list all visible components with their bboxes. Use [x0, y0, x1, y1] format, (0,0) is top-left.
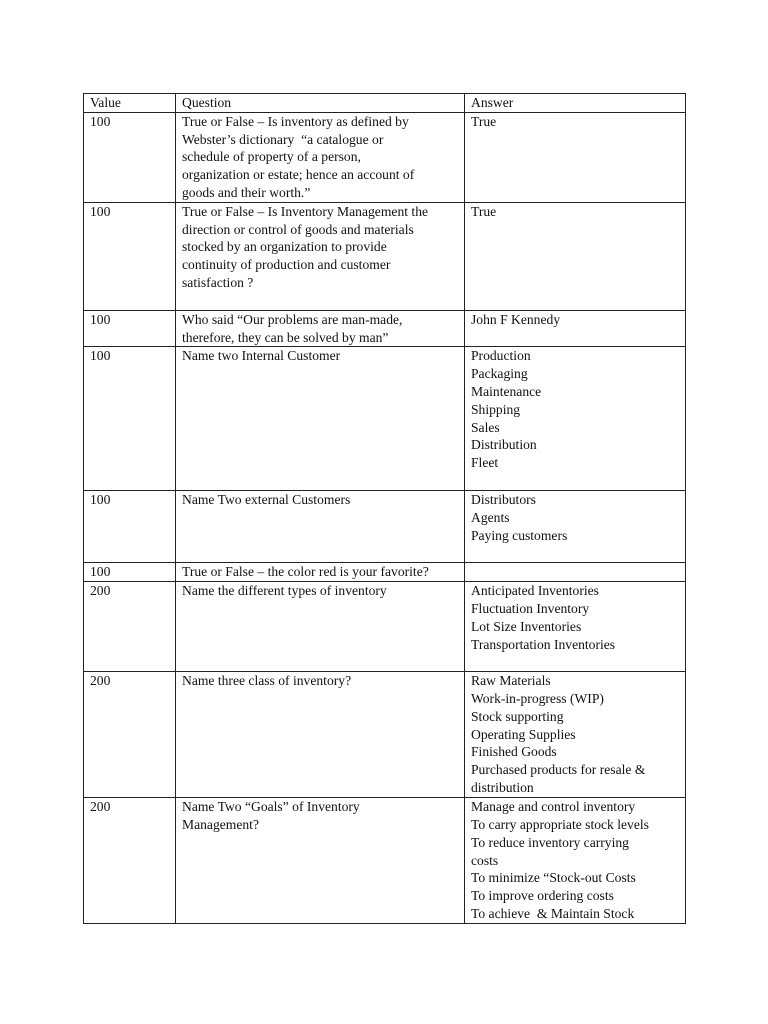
- answer-line: Fleet: [471, 455, 499, 471]
- answer-line: Sales: [471, 419, 500, 435]
- question-cell: [176, 112, 465, 202]
- question-cell: [176, 798, 465, 924]
- question-line: Name Two “Goals” of Inventory: [182, 799, 360, 815]
- answer-line: To achieve & Maintain Stock: [471, 905, 635, 921]
- question-cell: [176, 491, 465, 563]
- answer-line: Fluctuation Inventory: [471, 600, 590, 616]
- answer-line: costs: [471, 852, 499, 868]
- header-value: Value: [84, 94, 176, 113]
- answer-line: Shipping: [471, 401, 521, 417]
- answer-line: True: [471, 113, 497, 129]
- answer-cell: [465, 347, 686, 491]
- answer-line: Stock supporting: [471, 708, 564, 724]
- question-line: Management?: [182, 816, 259, 832]
- answer-line: Maintenance: [471, 383, 542, 399]
- table-row: [84, 491, 686, 563]
- value-cell: 200: [84, 672, 176, 798]
- table-row: [84, 672, 686, 798]
- answer-line: Production: [471, 348, 531, 364]
- table-row: [84, 310, 686, 347]
- question-line: organization or estate; hence an account of: [182, 167, 415, 183]
- table-header-row: [84, 94, 686, 113]
- question-line: continuity of production and customer: [182, 257, 391, 273]
- table-row: [84, 347, 686, 491]
- value-cell: 200: [84, 798, 176, 924]
- table-row: [84, 563, 686, 582]
- answer-line: Purchased products for resale &: [471, 762, 646, 778]
- question-line: Webster’s dictionary “a catalogue or: [182, 131, 384, 147]
- answer-line: True: [471, 203, 497, 219]
- answer-line: Distribution: [471, 437, 537, 453]
- question-cell: [176, 563, 465, 582]
- question-line: direction or control of goods and materials: [182, 221, 414, 237]
- question-line: True or False – the color red is your favorite?: [182, 564, 429, 580]
- answer-cell: [465, 672, 686, 798]
- question-line: Name the different types of inventory: [182, 583, 387, 599]
- question-cell: [176, 347, 465, 491]
- question-line: True or False – Is inventory as defined by: [182, 113, 409, 129]
- value-cell: 100: [84, 563, 176, 582]
- question-line: therefore, they can be solved by man”: [182, 329, 389, 345]
- value-cell: 200: [84, 582, 176, 672]
- answer-line: To minimize “Stock-out Costs: [471, 870, 636, 886]
- question-line: Name three class of inventory?: [182, 673, 352, 689]
- question-cell: [176, 310, 465, 347]
- question-cell: [176, 202, 465, 310]
- answer-line: Manage and control inventory: [471, 799, 636, 815]
- answer-line: Work-in-progress (WIP): [471, 690, 604, 706]
- answer-line: To improve ordering costs: [471, 888, 614, 904]
- table-row: [84, 202, 686, 310]
- answer-cell: [465, 310, 686, 347]
- question-cell: [176, 582, 465, 672]
- answer-line: Transportation Inventories: [471, 636, 616, 652]
- qa-table: [83, 93, 686, 924]
- answer-line: Raw Materials: [471, 673, 551, 689]
- answer-line: Paying customers: [471, 527, 568, 543]
- value-cell: 100: [84, 347, 176, 491]
- answer-cell: [465, 798, 686, 924]
- question-line: Name Two external Customers: [182, 492, 351, 508]
- answer-cell: [465, 202, 686, 310]
- value-cell: 100: [84, 202, 176, 310]
- answer-line: distribution: [471, 779, 534, 795]
- header-answer: Answer: [465, 94, 686, 113]
- question-line: goods and their worth.”: [182, 184, 311, 200]
- answer-cell: [465, 582, 686, 672]
- answer-line: Distributors: [471, 492, 536, 508]
- question-line: Who said “Our problems are man-made,: [182, 311, 403, 327]
- answer-line: John F Kennedy: [471, 311, 561, 327]
- table-row: [84, 112, 686, 202]
- answer-line: Packaging: [471, 366, 528, 382]
- answer-line: Anticipated Inventories: [471, 583, 599, 599]
- answer-line: To reduce inventory carrying: [471, 834, 629, 850]
- answer-cell: [465, 491, 686, 563]
- question-line: stocked by an organization to provide: [182, 239, 387, 255]
- table-row: [84, 582, 686, 672]
- answer-line: Operating Supplies: [471, 726, 576, 742]
- question-line: schedule of property of a person,: [182, 149, 361, 165]
- value-cell: 100: [84, 491, 176, 563]
- question-cell: [176, 672, 465, 798]
- value-cell: 100: [84, 112, 176, 202]
- question-line: satisfaction ?: [182, 274, 254, 290]
- answer-cell: [465, 563, 686, 582]
- value-cell: 100: [84, 310, 176, 347]
- answer-line: Finished Goods: [471, 744, 557, 760]
- answer-line: Lot Size Inventories: [471, 618, 582, 634]
- answer-line: To carry appropriate stock levels: [471, 816, 649, 832]
- table-row: [84, 798, 686, 924]
- header-question: Question: [176, 94, 465, 113]
- question-line: True or False – Is Inventory Management the: [182, 203, 429, 219]
- table-body: [84, 112, 686, 923]
- question-line: Name two Internal Customer: [182, 348, 341, 364]
- answer-line: Agents: [471, 510, 510, 526]
- answer-cell: [465, 112, 686, 202]
